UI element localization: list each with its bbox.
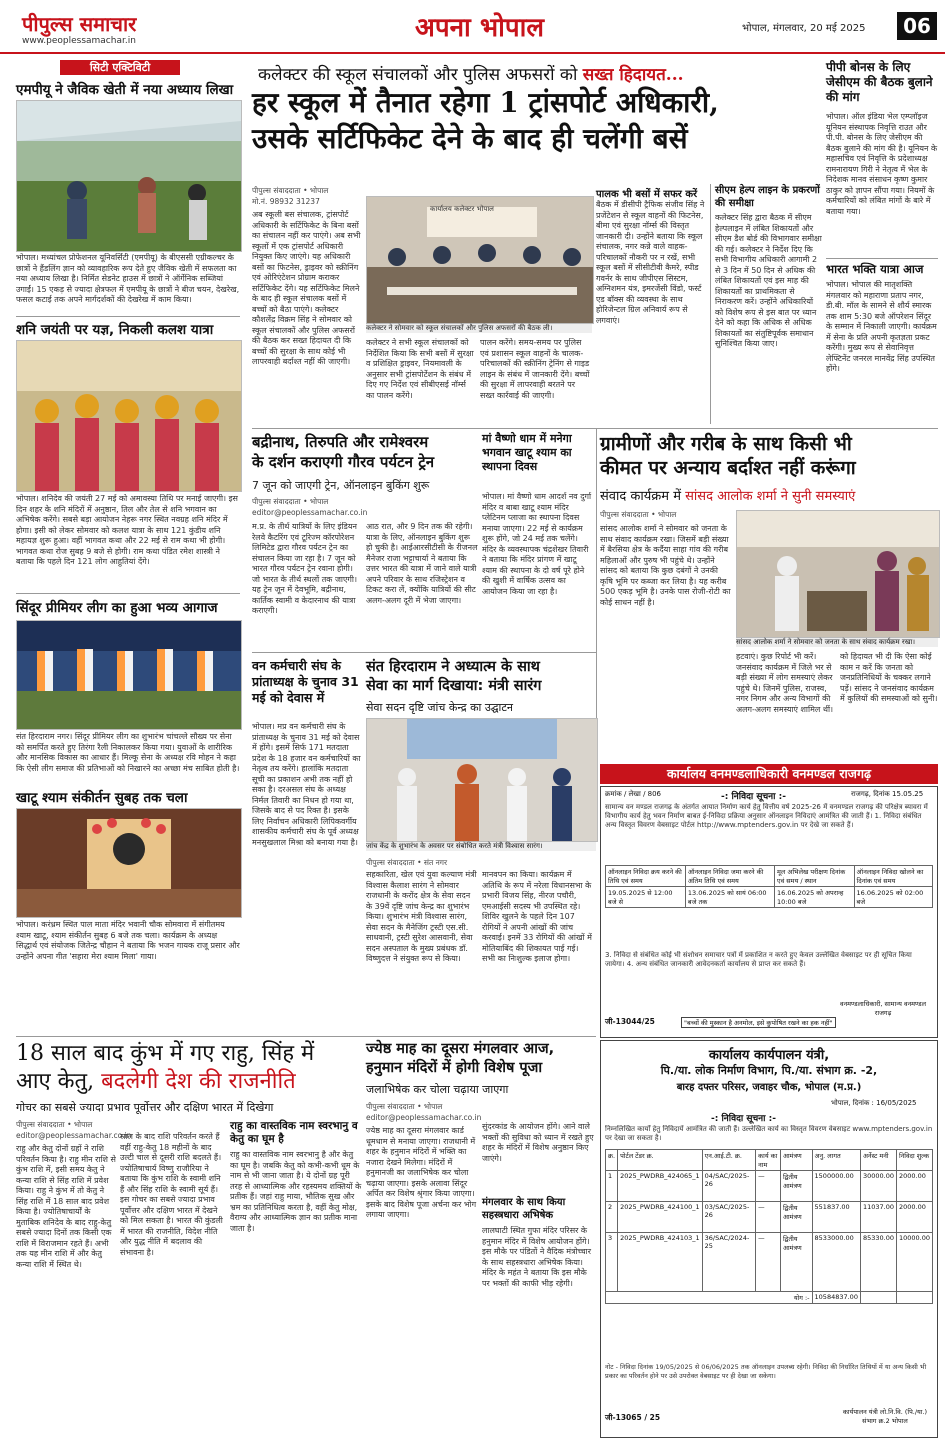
mp-sub xyxy=(600,486,938,504)
tender1-val-2: 13.06.2025 को सायं 06:00 बजे तक xyxy=(685,887,774,908)
jyeshth-text-2: सुंदरकांड के आयोजन होंगे। आने वाले भक्तों की सुविधा को ध्यान में रखते हुए शहर के मंदिरों में विशेष अनुष्ठान किए जाएंगे। xyxy=(482,1122,594,1163)
lead-headline-1: हर स्कूल में तैनात रहेगा 1 ट्रांसपोर्ट अधिकारी, xyxy=(252,86,719,119)
lead-text-3: पालन करेंगे। समय-समय पर पुलिस एवं प्रशासन स्कूल वाहनों के चालक-परिचालकों की स्क्रीनिंग ट्रेनिंग से गाइड लाइन के संबंध में जानकारी देंगे। बच्चों की सुरक्षा में लापरवाही बरतने पर सख्त कार्रवाई की जाएगी। xyxy=(480,338,590,400)
tender1-head-row xyxy=(606,866,933,887)
tender2-title: -: निविदा सूचना :- xyxy=(711,1114,776,1124)
jyeshth-headline-2: हनुमान मंदिरों में होगी विशेष पूजा xyxy=(366,1060,543,1076)
tender1-date: राजगढ़, दिनांक 15.05.25 xyxy=(851,790,924,798)
bharat-bhakti-headline: भारत भक्ति यात्रा आज xyxy=(826,262,924,276)
lead-sign: कार्यालय कलेक्टर भोपाल xyxy=(430,205,494,213)
cm-helpline-box xyxy=(710,184,823,424)
section-title: अपना भोपाल xyxy=(415,13,544,43)
sant-byline: पीपुल्स संवाददाता • संत नगर xyxy=(366,858,448,867)
kumbh-headline-2b: बदलेगी देश की राजनीति xyxy=(101,1069,296,1094)
jyeshth-box xyxy=(482,1196,594,1434)
tender1-body: सामान्य वन मण्डल राजगढ़ के अंतर्गत आयात निर्माण कार्य हेतु वित्तीय वर्ष 2025-26 में वनमण्डल राजगढ़ की परिक्षेत्र ब्यावरा में विभागीय कार्य हेतु भवन निर्माण बाबत ई-निविदा प्रक्रिया अनुसार ऑनलाइन निविदाएं आमंत्रित की जाती हैं। 1. निविदा संबंधित अन्य विस्तृत विवरण वेबसाइट पोर्टल http://www.mptenders.gov.in पर देखे जा सकते हैं। xyxy=(605,803,928,829)
sant-photo-illustration xyxy=(367,719,597,841)
train-headline-2: के दर्शन कराएगी गौरव पर्यटन ट्रेन xyxy=(252,453,435,471)
tender1-code: जी-13044/25 xyxy=(605,1017,655,1026)
site-url: www.peoplessamachar.in xyxy=(22,36,136,46)
sant-caption: जांच केंद्र के शुभारंभ के अवसर पर संबोधित करते मंत्री विश्वास सारंग। xyxy=(366,842,596,851)
tender1-value-row xyxy=(606,887,933,908)
mp-byline: पीपुल्स संवाददाता • भोपाल xyxy=(600,510,677,519)
kumbh-text-2: साल के बाद राशि परिवर्तन करते हैं वहीं राहु-केतु 18 महीनों के बाद उल्टी चाल से दूसरी राशि बदलते हैं। ज्योतिषाचार्य विष्णु राजौरिया ने बताया कि कुंभ राशि के स्वामी शनि हैं और सिंह राशि के स्वामी सूर्य हैं। इस गोचर का सबसे ज्यादा प्रभाव पूर्वोत्तर और दक्षिण भारत में देखने को मिल सकता है। भारत की कुंडली में भारत की राजनीति, विदेश नीति और युद्ध नीति में बदलाव की संभावना है। xyxy=(120,1132,223,1257)
jyeshth-box-text: लालघाटी स्थित गुफा मंदिर परिसर के हनुमान मंदिर में विशेष आयोजन होंगे। इस मौके पर पंडितों ने वैदिक मंत्रोच्चार के साथ सहस्त्रधारा अभिषेक किया। मंदिर के महंत ने बताया कि इस मौके पर भक्तों की काफी भीड़ रहेगी। xyxy=(482,1226,592,1288)
mp-text-3: को हिदायत भी दी कि ऐसा कोई काम न करें कि जनता को जनप्रतिनिधियों के चक्कर लगाने पड़ें। सांसद ने जनसंवाद कार्यक्रम में कुलियों की समस्याओं को सुनी। xyxy=(840,652,938,703)
tender1-header: कार्यालय वनमण्डलाधिकारी वनमण्डल राजगढ़ xyxy=(600,764,938,784)
mp-headline-2: कीमत पर अन्याय बर्दाश्त नहीं करूंगा xyxy=(600,457,856,479)
lead-box-title: पालक भी बसों में सफर करें xyxy=(596,189,698,200)
jyeshth-box-title: मंगलवार के साथ किया सहस्त्रधारा अभिषेक xyxy=(482,1197,566,1221)
tender1-col-4: ऑनलाइन निविदा खोलने का दिनांक एवं समय xyxy=(854,866,932,887)
sant-sub: सेवा सदन दृष्टि जांच केन्द्र का उद्घाटन xyxy=(366,701,513,714)
tender2-dept: पि./या. लोक निर्माण विभाग, पि./या. संभाग क्र. -2, xyxy=(660,1064,878,1077)
sankirtan-photo-illustration xyxy=(17,809,241,917)
kumbh-headline-1: 18 साल बाद कुंभ में गए राहु, सिंह में xyxy=(16,1041,315,1066)
story-league-text: संत हिरदाराम नगर। सिंदूर प्रीमियर लीग का शुभारंभ चांचल्ले सौख्य पर सेना को समर्पित करते हुए तिरंगा रैली निकालकर किया गया। युवाओं के शारीरिक और मानसिक विकास का आधार हैं। मिल्कू सेना के अध्यक्ष रवि मोहन ने कहा कि ऐसी लीग समाज की प्रतिभाओं को निखारने का अच्छा मंच साबित होती है। xyxy=(16,732,240,773)
tender2-notes: नोट - निविदा दिनांक 19/05/2025 से 06/06/2025 तक ऑनलाइन उपलब्ध रहेगी। निविदा की निर्धारित तिथियों में या अन्य किसी भी प्रकार का परिवर्तन होने पर उसे उपरोक्त वेबसाइट पर ही देखा जा सकेगा। xyxy=(605,1363,927,1380)
tender2-total-row: योग :- 10584837.00 xyxy=(606,1292,933,1304)
story-mpu-headline: एमपीयू ने जैविक खेती में नया अध्याय लिखा xyxy=(16,82,234,98)
kumbh-byline: पीपुल्स संवाददाता • भोपाल xyxy=(16,1120,93,1129)
jyeshth-headline-1: ज्येष्ठ माह का दूसरा मंगलवार आज, xyxy=(366,1041,555,1057)
kumbh-text-1: राहु और केतु दोनों ग्रहों ने राशि परिवर्तन किया है। राहु मीन राशि से कुंभ राशि में, इसी समय केतु ने कन्या राशि से सिंह राशि में प्रवेश किया। राहु ने कुंभ में तो केतु ने सिंह राशि में 18 साल बाद प्रवेश किया है। ज्योतिषाचार्यों के मुताबिक शनिदेव के बाद राहु-केतु सबसे ज्यादा दिनों तक किसी एक राशि में विराजमान रहते हैं। अभी तक यह मीन राशि में और केतु कन्या राशि में स्थित थे। xyxy=(16,1144,116,1269)
tender1-col-3: मूल अभिलेख परीक्षण दिनांक एवं समय / स्थान xyxy=(775,866,855,887)
lead-kicker-emphasis: सख्त हिदायत... xyxy=(582,65,684,85)
train-text-1: म.प्र. के तीर्थ यात्रियों के लिए इंडियन रेलवे कैटरिंग एवं टूरिज्म कॉरपोरेशन लिमिटेड द्वारा गौरव पर्यटन ट्रेन का संचालन किया जा रहा है। 7 जून को भारत गौरव पर्यटन ट्रेन रवाना होगी। जो भारत के तीर्थ स्थलों तक जाएगी। यह ट्रेन जून में देवभूमि, बद्रीनाथ, कार्तिक स्वामी व केदारनाथ की यात्रा कराएगी। xyxy=(252,522,357,615)
lead-text-1: अब स्कूली बस संचालक, ट्रांसपोर्ट अधिकारी के सर्टिफिकेट के बिना बसों का संचालन नहीं कर पाएंगे। अब सभी स्कूलों में एक ट्रांसपोर्ट अधिकारी नियुक्त किए जाएंगे। यह अधिकारी बसों का फिटनेस, ड्राइवर को स्क्रीनिंग एवं ओरिएंटेशन प्रोग्राम कराकर सर्टिफिकेट देंगे। यह सर्टिफिकेट मिलने के बाद ही स्कूल संचालक बसों में बच्चों को बैठा पाएंगे। कलेक्टर कौशलेंद्र विक्रम सिंह ने सोमवार को स्कूल संचालकों और पुलिस अफसरों की बैठक कर सख्त हिदायत दी कि बच्चों की सुरक्षा के साथ कोई भी लापरवाही बर्दाश्त नहीं की जाएगी। xyxy=(252,210,361,366)
meeting-photo-illustration xyxy=(367,197,593,323)
jyeshth-byline: पीपुल्स संवाददाता • भोपाल xyxy=(366,1102,443,1111)
lead-kicker xyxy=(258,62,818,85)
tender1-val-3: 16.06.2025 को अपरान्ह 10:00 बजे xyxy=(775,887,855,908)
mp-headline-1: ग्रामीणों और गरीब के साथ किसी भी xyxy=(600,433,852,455)
mp-caption: सांसद आलोक शर्मा ने सोमवार को जनता के साथ संवाद कार्यक्रम रखा। xyxy=(736,638,938,647)
tender2-date: भोपाल, दिनांक : 16/05/2025 xyxy=(831,1099,917,1107)
kumbh-sub: गोचर का सबसे ज्यादा प्रभाव पूर्वोत्तर और दक्षिण भारत में दिखेगा xyxy=(16,1101,274,1114)
train-email: editor@peoplessamachar.co.in xyxy=(252,508,368,517)
story-khatu-sankirtan-headline: खाटू श्याम संकीर्तन सुबह तक चला xyxy=(16,790,188,806)
lead-kicker-text: कलेक्टर की स्कूल संचालकों और पुलिस अफसरों को xyxy=(258,65,578,85)
lead-mobile: मो.नं. 98932 31237 xyxy=(252,197,320,206)
tender2-row-2: 2 2025_PWDRB_424100_1 03/SAC/2025-26 — द्वितीय आमंत्रण 551837.00 11037.00 2000.00 xyxy=(606,1202,933,1233)
lead-photo-caption: कलेक्टर ने सोमवार को स्कूल संचालकों और पुलिस अफसरों की बैठक ली। xyxy=(366,324,592,333)
jyeshth-sub: जलाभिषेक कर चोला चढ़ाया जाएगा xyxy=(366,1083,509,1096)
sant-headline-2: सेवा का मार्ग दिखाया: मंत्री सारंग xyxy=(366,678,542,694)
story-sankirtan-text: भोपाल। करंध्रम स्थित पाल माता मंदिर भवानी चौक सोमवारा में संगीतमय श्याम खाटू, श्याम संकीर्तन सुबह 6 बजे तक चला। कार्यक्रम के अध्यक्ष सिद्धार्थ एवं संयोजक जितेन्द्र चौहान ने बताया कि भजन गायक राजू प्रसार और उन्होंने अपना गीत 'सहारा मेरा श्याम मिला' गाया। xyxy=(16,920,240,961)
tender2-head-row: क्र. पोर्टल टेंडर क्र. एन.आई.टी. क्र. कार्य का नाम आमंत्रण अनु. लागत अर्नेस्ट मनी निविदा शुल्क xyxy=(606,1150,933,1171)
farm-photo-illustration xyxy=(17,101,241,251)
tender2-box xyxy=(600,1040,938,1438)
tender1-table xyxy=(605,865,933,908)
brand-logo: पीपुल्स समाचार xyxy=(22,12,137,36)
tender1-slogan: "बच्चों की मुस्कान है अनमोल, इसे कुपोषित रखने का हक नहीं" xyxy=(681,1017,836,1028)
bharat-bhakti-text: भोपाल। भोपाल की मातृशक्ति मंगलवार को महाराणा प्रताप नगर, डी.बी. मॉल के सामने से शौर्य स्मारक तक शाम 5:30 बजे ऑपरेशन सिंदूर के सम्मान में निकाली जाएगी। कार्यक्रम में सेना के प्रति अपनी कृतज्ञता प्रकट करेंगी। मुख्य रूप से सेवानिवृत्त लेफ्टिनेंट जनरल मानवेंद्र सिंह उपस्थित होंगे। xyxy=(826,280,937,373)
train-headline-1: बद्रीनाथ, तिरुपति और रामेश्वरम xyxy=(252,433,429,451)
sant-photo xyxy=(366,718,598,842)
sant-text-1: सहकारिता, खेल एवं युवा कल्याण मंत्री विश्वास कैलाश सारंग ने सोमवार राजधानी के करोंद क्षेत्र के सेवा सदन के 39वें दृष्टि जांच केन्द्र का शुभारंभ किया। शुभारंभ मंत्री विश्वास सारंग, सेवा सदन के मैनेजिंग ट्रस्टी एस.सी. साधवानी, ट्रस्टी सुरेश आसवानी, सेवा सदन अस्पताल के मुख्य प्रबंधक डॉ. विष्णुदत्त ने संयुक्त रूप से किया। xyxy=(366,870,477,963)
tender2-office: कार्यालय कार्यपालन यंत्री, xyxy=(708,1048,830,1063)
story-mpu-text: भोपाल। मध्यांचल प्रोफेशनल यूनिवर्सिटी (एमपीयू) के बीएससी एग्रीकल्चर के छात्रों ने हैंडलिंग ज्ञान को व्यावहारिक रूप देते हुए जैविक खेती में सफलता का नया अध्याय लिखा है। निर्मित सेडनेट हाउस में छात्रों ने ऑर्गेनिक सब्जियां उगाईं। 15 एकड़ से ज्यादा क्षेत्रफल में एमपीयू के छात्रों ने बीज चयन, देखरेख, फसल कटाई तक अपने मार्गदर्शकों की देखरेख में काम किया। xyxy=(16,253,240,304)
khatu-headline: मां वैष्णो धाम में मनेगा भगवान खाटू श्याम का स्थापना दिवस xyxy=(482,432,572,473)
tender2-addr: बारह दफ्तर परिसर, जवाहर चौक, भोपाल (म.प्र.) xyxy=(676,1082,862,1093)
tender1-ref: क्रमांक / लेखा / 806 xyxy=(605,790,662,798)
kalash-photo-illustration xyxy=(17,341,241,491)
tender1-title: -: निविदा सूचना :- xyxy=(721,792,786,802)
lead-byline: पीपुल्स संवाददाता • भोपाल xyxy=(252,186,329,195)
tender2-row-3: 3 2025_PWDRB_424103_1 36/SAC/2024-25 — द्वितीय आमंत्रण 8533000.00 85330.00 10000.00 xyxy=(606,1233,933,1292)
kumbh-headline-2a: आए केतु, xyxy=(16,1069,95,1094)
tender2-signer: कार्यपालन यंत्री लो.नि.वि. (पि./या.) संभाग क्र.2 भोपाल xyxy=(842,1408,928,1425)
sant-headline-1: संत हिरदाराम ने अध्यात्म के साथ xyxy=(366,659,540,675)
story-shani-text: भोपाल। शनिदेव की जयंती 27 मई को अमावस्या तिथि पर मनाई जाएगी। इस दिन शहर के शनि मंदिरों में अनुष्ठान, तिल और तेल से शनि भगवान का अभिषेक करेंगे। सबसे बड़ा आयोजन नेहरू नगर स्थित नवग्रह शनि मंदिर में होगा। इसी को लेकर सोमवार को कलश यात्रा के साथ 121 कुंडीय शनि महायज्ञ शुरू हुआ। वहीं भागवत कथा और 22 मई से राम कथा भी होगी। भागवत कथा रोज सुबह 9 बजे से होगी। राम कथा पंडित रमेश शास्त्री ने बताया कि पहले दिन 121 लोग आहुतियां देंगे। xyxy=(16,494,238,566)
tender1-signer: वनमण्डलाधिकारी, सामान्य वनमण्डल राजगढ़ xyxy=(839,1000,927,1017)
tender2-total: 10584837.00 xyxy=(812,1292,860,1304)
mp-text-1: सांसद आलोक शर्मा ने सोमवार को जनता के साथ संवाद कार्यक्रम रखा। जिसमें बड़ी संख्या में बैरसिया क्षेत्र के कर्दैया साहा गांव की गरीब महिलाओं और पुरुष भी पहुंचे थे। उन्होंने सांसद को बताया कि कुछ दबंगों ने उनकी कृषि भूमि पर कब्जा कर लिया है। यह करीब 500 एकड़ भूमि है। उनके पास रोजी-रोटी का कोई साधन नहीं है। xyxy=(600,524,731,607)
lead-photo xyxy=(366,196,594,324)
story-league-headline: सिंदूर प्रीमियर लीग का हुआ भव्य आगाज xyxy=(16,600,218,616)
photo-organic-farm xyxy=(16,100,242,252)
van-text: भोपाल। मप्र वन कर्मचारी संघ के प्रांताध्यक्ष के चुनाव 31 मई को देवास में होंगे। इसमें सिर्फ 171 मतदाता प्रदेश के 18 हजार वन कर्मचारियों का नेतृत्व तय करेंगे। हालांकि मतदाता सूची का प्रकाशन अभी तक नहीं हो सका है। दरअसल संघ के अध्यक्ष निर्मल तिवारी का निधन हो गया था, जिसके बाद से पद रिक्त है। इसके लिए निर्वाचन अधिकारी लिपिकवर्गीय शासकीय कर्मचारी संघ के पूर्व अध्यक्ष मनसुखलाल मिश्रा को बनाया गया है। xyxy=(252,722,361,847)
tender2-body: निम्नलिखित कार्यों हेतु निविदायें आमंत्रित की जाती हैं। उल्लेखित कार्य का विस्तृत विवरण वेबसाइट www.mptenders.gov.in पर देखा जा सकता है। xyxy=(605,1125,933,1142)
train-sub: 7 जून को जाएगी ट्रेन, ऑनलाइन बुकिंग शुरू xyxy=(252,479,430,492)
kumbh-box-text: राहु का वास्तविक नाम स्वरभानु है और केतु का घूम है। जबकि केतु को कभी-कभी धूम के नाम से भी जाना जाता है। ये दोनों ग्रह पूरी तरह से आध्यात्मिक और रहस्यमय शक्तियों के प्रतीक हैं। जहां राहु माया, भौतिक सुख और भ्रम का प्रतिनिधित्व करता है, वहीं केतु मोक्ष, वैराग्य और आध्यात्मिक ज्ञान का प्रतीक माना जाता है। xyxy=(230,1150,362,1233)
cm-helpline-title: सीएम हेल्प लाइन के प्रकरणों की समीक्षा xyxy=(715,185,820,209)
mp-text-2: हटवाएं। कुछ रिपोर्ट भी करें। जनसंवाद कार्यक्रम में जिले भर से बड़ी संख्या में लोग समस्याएं लेकर पहुंचे थे। जिनमें पुलिस, राजस्व, नगर निगम और अन्य विभागों की अलग-अलग समस्याएं शामिल थीं। xyxy=(736,652,834,714)
tender1-notes: 3. निविदा से संबंधित कोई भी संशोधन समाचार पत्रों में प्रकाशित न करते हुए केवल उल्लेखित वेबसाइट पर ही सूचित किया जायेगा। 4. अन्य संबंधित जानकारी आवेदनकर्ता कार्यालय से प्राप्त कर सकते हैं। xyxy=(605,951,912,968)
lead-headline-2: उसके सर्टिफिकेट देने के बाद ही चलेंगी बसें xyxy=(252,122,688,155)
tender1-val-1: 19.05.2025 से 12:00 बजे से xyxy=(606,887,686,908)
cm-helpline-text: कलेक्टर सिंह द्वारा बैठक में सीएम हेल्पलाइन में लंबित शिकायतों और सीएम डैश बोर्ड की विभागवार समीक्षा की गई। कलेक्टर ने निर्देश दिए कि सभी विभागीय अधिकारी आगामी 2 से 3 दिन में 50 दिन से अधिक की लंबित शिकायतों एवं इस माह की शिकायतों का प्राथमिकता से निराकरण करें। उन्होंने अधिकारियों को विशेष रूप से इस बात पर ध्यान देने को कहा कि अधिक से अधिक शिकायतों का संतुष्टिपूर्वक समाधान सुनिश्चित किया जाए। xyxy=(715,213,822,348)
city-activity-label: सिटी एक्टिविटी xyxy=(60,60,180,75)
train-text-2: आठ रात, और 9 दिन तक की रहेगी। यात्रा के लिए, ऑनलाइन बुकिंग शुरू हो चुकी है। आईआरसीटीसी के रीजनल मैनेजर राजा भट्टाचार्या ने बताया कि उत्तर भारत की यात्रा में जाने वाले यात्री अपने परिवार के साथ रजिस्ट्रेशन व टिकट करा लें, क्योंकि यात्रियों की सीट अलग-अलग दूरी में भेजा जाएगा। xyxy=(366,522,478,605)
tender1-col-2: ऑनलाइन निविदा जमा करने की अंतिम तिथि एवं समय xyxy=(685,866,774,887)
khatu-text: भोपाल। मां वैष्णो धाम आदर्श नव दुर्गा मंदिर व बाबा खाटू श्याम मंदिर प्लेटिनम प्लाजा का स्थापना दिवस मनाया जाएगा। 22 मई से कार्यक्रम शुरू होंगे, जो 24 मई तक चलेंगे। मंदिर के व्यवस्थापक चंद्रशेखर तिवारी ने बताया कि मंदिर प्रांगण में खाटू श्याम की स्थापना के दो वर्ष पूरे होने की खुशी में वार्षिक उत्सव का आयोजन किया जा रहा है। xyxy=(482,492,592,596)
photo-premier-league xyxy=(16,620,242,730)
kumbh-email: editor@peoplessamachar.co.in xyxy=(16,1131,132,1140)
kumbh-box xyxy=(230,1120,362,1434)
mp-photo-illustration xyxy=(737,511,939,637)
pp-bonus-text: भोपाल। ऑल इंडिया भेल एम्प्लॉइज यूनियन संस्थापक निवृत्ति राउत और पी.पी. बोनस के लिए जेसीएम की बैठक बुलाने की मांग की है। यूनियन के महासचिव एवं निवृत्ति के प्रदेशाध्यक्ष रामनारायण गिरी ने नेतृत्व में भेल के निदेशक मानव संसाधन कृष्ण कुमार ठाकुर को ज्ञापन सौंपा गया। नियमों के कर्मचारियों को लंबित मांगों के बारे में बताया गया। xyxy=(826,112,938,216)
story-shani-headline: शनि जयंती पर यज्ञ, निकली कलश यात्रा xyxy=(16,322,214,338)
train-byline: पीपुल्स संवाददाता • भोपाल xyxy=(252,497,329,506)
mp-sub-b: सांसद आलोक शर्मा ने सुनी समस्याएं xyxy=(685,489,856,504)
tender2-code: जी-13065 / 25 xyxy=(605,1413,661,1422)
tender2-row-1: 1 2025_PWDRB_424065_1 04/SAC/2025-26 — द्वितीय आमंत्रण 1500000.00 30000.00 2000.00 xyxy=(606,1171,933,1202)
page-number: 06 xyxy=(897,12,937,40)
photo-sankirtan xyxy=(16,808,242,918)
dateline: भोपाल, मंगलवार, 20 मई 2025 xyxy=(742,23,866,34)
tender2-table xyxy=(605,1149,933,1304)
van-headline: वन कर्मचारी संघ के प्रांताध्यक्ष के चुनाव 31 मई को देवास में xyxy=(252,658,359,705)
mp-sub-a: संवाद कार्यक्रम में xyxy=(600,489,681,504)
tender1-val-4: 16.06.2025 को 02:00 बजे xyxy=(854,887,932,908)
pp-bonus-headline: पीपी बोनस के लिए जेसीएम की बैठक बुलाने की मांग xyxy=(826,60,933,104)
kumbh-box-title: राहु का वास्तविक नाम स्वरभानु व केतु का घूम है xyxy=(230,1120,358,1145)
tender1-col-1: ऑनलाइन निविदा क्रय करने की तिथि एवं समय xyxy=(606,866,686,887)
jyeshth-email: editor@peoplessamachar.co.in xyxy=(366,1113,482,1122)
tender1-box xyxy=(600,786,938,1038)
photo-kalash-yatra xyxy=(16,340,242,492)
sant-text-2: मानवपन का किया। कार्यक्रम में अतिथि के रूप में नरेला विधानसभा के प्रभारी विजय सिंह, नीरज पचौरी, एमआईसी सदस्य भी उपस्थित रहे। शिविर खुलने के पहले दिन 107 रोगियों ने अपनी आंखों की जांच करवाई। इनमें 33 रोगियों की आंखों में मोतियाबिंद की शिकायत पाई गई। सभी का निःशुल्क इलाज होगा। xyxy=(482,870,592,963)
kumbh-headline-2 xyxy=(16,1068,362,1096)
lead-box-text: बैठक में डीसीपी ट्रैफिक संजीव सिंह ने प्रजेंटेशन से स्कूल वाहनों की फिटनेस, बीमा एवं सुरक्षा नॉर्म्स की विस्तृत जानकारी दी। उन्होंने बताया कि स्कूल संचालक, नगर कन्ने वाले वाहक-परिचालकों नौकरी पर न रखें, सभी स्कूल बसों में सीसीटीवी कैमरे, स्पीड गवर्नर के साथ जीपीएस सिस्टम, अग्निशमन यंत्र, इमरजेंसी विंडो, फर्स्ट एड बॉक्स की व्यवस्था के साथ होरिजेन्टल ग्रिल अनिवार्य रूप से लगवाएं। xyxy=(596,200,705,325)
mp-photo xyxy=(736,510,940,638)
league-photo-illustration xyxy=(17,621,241,729)
masthead xyxy=(0,0,945,54)
lead-text-2: कलेक्टर ने सभी स्कूल संचालकों को निर्देशित किया कि सभी बसों में सुरक्षा व प्रशिक्षित ड्राइवर, नियमावली के अनुसार सभी ट्रांसपोर्टेशन के संबंध में दिए गए निर्देश एवं सीबीएसई नॉर्म्स का पालन करेंगे। xyxy=(366,338,474,400)
jyeshth-text-1: ज्येष्ठ माह का दूसरा मंगलवार कार्ड धूमधाम से मनाया जाएगा। राजधानी में शहर के हनुमान मंदिरों में भक्ति का नजारा देखने मिलेगा। मंदिरों में हनुमानजी का जलाभिषेक कर चोला चढ़ाया जाएगा। इसके अलावा सिंदूर अर्पित कर विशेष श्रृंगार किया जाएगा। इसके बाद विशेष पूजा अर्चना कर भोग लगाया जाएगा। xyxy=(366,1126,477,1219)
